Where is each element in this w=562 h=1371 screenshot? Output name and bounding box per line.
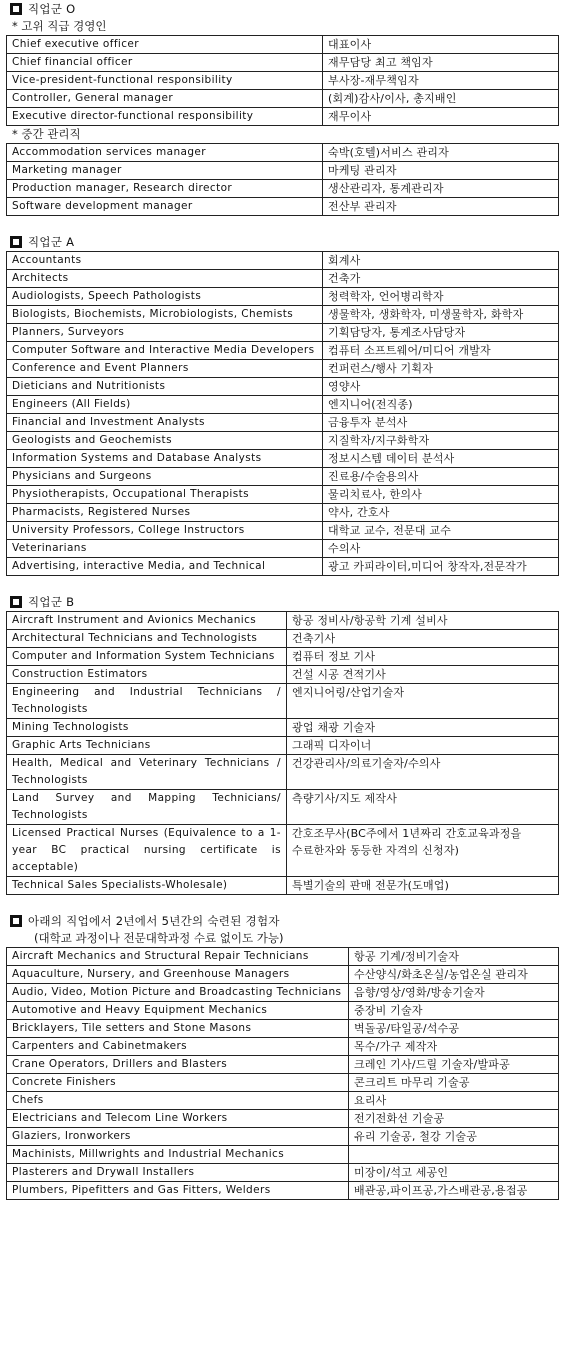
table-category-b-body: [7, 612, 559, 895]
table-row: [7, 36, 559, 54]
table-row: [7, 1146, 559, 1164]
occupation-korean: 미장이/석고 세공인: [349, 1164, 559, 1182]
table-row: [7, 198, 559, 216]
occupation-english: Executive director-functional responsibility: [7, 108, 323, 126]
table-row: [7, 396, 559, 414]
table-row: [7, 342, 559, 360]
table-row: [7, 1038, 559, 1056]
occupation-korean: 유리 기술공, 철강 기술공: [349, 1128, 559, 1146]
table-row: [7, 360, 559, 378]
table-row: [7, 737, 559, 755]
section-a: [0, 234, 562, 576]
occupation-korean: 대표이사: [323, 36, 559, 54]
occupation-korean: 정보시스템 데이터 분석사: [323, 450, 559, 468]
table-row: [7, 648, 559, 666]
table-row: [7, 378, 559, 396]
occupation-english: Licensed Practical Nurses (Equivalence to a 1-year BC practical nursing certificate is acceptable): [7, 825, 287, 877]
table-row: [7, 270, 559, 288]
occupation-english: Financial and Investment Analysts: [7, 414, 323, 432]
table-row: [7, 825, 559, 877]
occupation-english: Vice-president-functional responsibility: [7, 72, 323, 90]
occupation-korean: 건축기사: [287, 630, 559, 648]
occupation-english: Crane Operators, Drillers and Blasters: [7, 1056, 349, 1074]
table-row: [7, 414, 559, 432]
occupation-english: Physicians and Surgeons: [7, 468, 323, 486]
table-row: [7, 504, 559, 522]
table-row: [7, 540, 559, 558]
square-bullet-icon: [10, 596, 22, 608]
table-row: [7, 180, 559, 198]
table-row: [7, 522, 559, 540]
occupation-english: Land Survey and Mapping Technicians/ Technologists: [7, 790, 287, 825]
table-row: [7, 432, 559, 450]
table-row: [7, 948, 559, 966]
table-row: [7, 630, 559, 648]
occupation-english: Engineering and Industrial Technicians / Technologists: [7, 684, 287, 719]
occupation-english: Information Systems and Database Analysts: [7, 450, 323, 468]
table-row: [7, 719, 559, 737]
occupation-korean: 목수/가구 제작자: [349, 1038, 559, 1056]
section-experienced-title: 아래의 직업에서 2년에서 5년간의 숙련된 경험자: [28, 914, 280, 928]
occupation-english: Computer Software and Interactive Media Developers: [7, 342, 323, 360]
occupation-korean: 부사장-재무책임자: [323, 72, 559, 90]
occupation-korean: 기획담당자, 통계조사담당자: [323, 324, 559, 342]
table-row: [7, 162, 559, 180]
table-senior-executives-body: [7, 36, 559, 126]
section-b: [0, 594, 562, 895]
table-row: [7, 108, 559, 126]
occupation-korean: 건강관리사/의료기술자/수의사: [287, 755, 559, 790]
occupation-korean: (회계)감사/이사, 총지배인: [323, 90, 559, 108]
table-row: [7, 790, 559, 825]
occupation-korean: 생물학자, 생화학자, 미생물학자, 화학자: [323, 306, 559, 324]
occupation-korean: 진료용/수술용의사: [323, 468, 559, 486]
section-experienced-heading: [0, 913, 562, 930]
section-experienced-note: (대학교 과정이나 전문대학과정 수료 없이도 가능): [34, 931, 284, 945]
occupation-english: Advertising, interactive Media, and Technical: [7, 558, 323, 576]
section-o-title: 직업군 O: [28, 2, 76, 16]
occupation-korean: [349, 1146, 559, 1164]
table-senior-executives: [6, 35, 559, 126]
table-row: [7, 306, 559, 324]
occupation-korean: 요리사: [349, 1092, 559, 1110]
occupation-english: Aircraft Instrument and Avionics Mechanics: [7, 612, 287, 630]
occupation-korean: 벽돌공/타일공/석수공: [349, 1020, 559, 1038]
occupation-korean: 생산관리자, 통계관리자: [323, 180, 559, 198]
section-o: [0, 0, 562, 216]
occupation-english: Chief financial officer: [7, 54, 323, 72]
occupation-english: Conference and Event Planners: [7, 360, 323, 378]
table-row: [7, 666, 559, 684]
table-category-a: [6, 251, 559, 576]
occupation-english: Automotive and Heavy Equipment Mechanics: [7, 1002, 349, 1020]
occupation-korean: 재무이사: [323, 108, 559, 126]
occupation-korean: 항공 정비사/항공학 기계 설비사: [287, 612, 559, 630]
table-row: [7, 755, 559, 790]
occupation-english: Software development manager: [7, 198, 323, 216]
square-bullet-icon: [10, 3, 22, 15]
table-row: [7, 877, 559, 895]
occupation-english: Biologists, Biochemists, Microbiologists, Chemists: [7, 306, 323, 324]
section-a-title: 직업군 A: [28, 235, 75, 249]
occupation-english: Chief executive officer: [7, 36, 323, 54]
occupation-korean: 회계사: [323, 252, 559, 270]
table-row: [7, 1110, 559, 1128]
table-row: [7, 1164, 559, 1182]
occupation-korean: 크레인 기사/드릴 기술자/발파공: [349, 1056, 559, 1074]
occupation-english: Construction Estimators: [7, 666, 287, 684]
table-row: [7, 684, 559, 719]
occupation-english: Mining Technologists: [7, 719, 287, 737]
occupation-english: Architectural Technicians and Technologists: [7, 630, 287, 648]
table-row: [7, 468, 559, 486]
table-experienced-trades-body: [7, 948, 559, 1200]
occupation-english: Dieticians and Nutritionists: [7, 378, 323, 396]
occupation-korean: 마케팅 관리자: [323, 162, 559, 180]
occupation-english: Electricians and Telecom Line Workers: [7, 1110, 349, 1128]
occupation-english: Audio, Video, Motion Picture and Broadcasting Technicians: [7, 984, 349, 1002]
occupation-english: Controller, General manager: [7, 90, 323, 108]
occupation-korean: 건설 시공 견적기사: [287, 666, 559, 684]
occupation-korean: 컴퓨터 정보 기사: [287, 648, 559, 666]
occupation-korean: 숙박(호텔)서비스 관리자: [323, 144, 559, 162]
table-row: [7, 1128, 559, 1146]
square-bullet-icon: [10, 915, 22, 927]
table-row: [7, 1002, 559, 1020]
occupation-korean: 그래픽 디자이너: [287, 737, 559, 755]
section-o-heading: [0, 1, 562, 18]
occupation-english: Planners, Surveyors: [7, 324, 323, 342]
table-row: [7, 1020, 559, 1038]
occupation-english: Health, Medical and Veterinary Technicians / Technologists: [7, 755, 287, 790]
table-row: [7, 1074, 559, 1092]
occupation-english: Plumbers, Pipefitters and Gas Fitters, Welders: [7, 1182, 349, 1200]
occupation-korean: 측량기사/지도 제작사: [287, 790, 559, 825]
occupation-korean: 항공 기계/정비기술자: [349, 948, 559, 966]
section-a-heading: [0, 234, 562, 251]
table-row: [7, 1182, 559, 1200]
occupation-korean: 물리치료사, 한의사: [323, 486, 559, 504]
occupation-english: Geologists and Geochemists: [7, 432, 323, 450]
occupation-korean: 대학교 교수, 전문대 교수: [323, 522, 559, 540]
section-experienced: [0, 913, 562, 1200]
occupation-english: Graphic Arts Technicians: [7, 737, 287, 755]
occupation-english: Marketing manager: [7, 162, 323, 180]
table-row: [7, 90, 559, 108]
occupation-english: University Professors, College Instructors: [7, 522, 323, 540]
occupation-english: Glaziers, Ironworkers: [7, 1128, 349, 1146]
occupation-english: Production manager, Research director: [7, 180, 323, 198]
occupation-korean: 약사, 간호사: [323, 504, 559, 522]
occupation-korean: 금융투자 분석사: [323, 414, 559, 432]
table-row: [7, 984, 559, 1002]
table-row: [7, 1092, 559, 1110]
occupation-korean: 광업 채광 기술자: [287, 719, 559, 737]
table-row: [7, 54, 559, 72]
occupation-korean: 간호조무사(BC주에서 1년짜리 간호교육과정을 수료한자와 동등한 자격의 신청자): [287, 825, 559, 877]
occupation-english: Architects: [7, 270, 323, 288]
table-row: [7, 288, 559, 306]
occupation-english: Engineers (All Fields): [7, 396, 323, 414]
occupation-english: Technical Sales Specialists-Wholesale): [7, 877, 287, 895]
table-row: [7, 72, 559, 90]
occupation-english: Accommodation services manager: [7, 144, 323, 162]
subsection-senior-heading: * 고위 직급 경영인: [12, 19, 107, 33]
occupation-english: Bricklayers, Tile setters and Stone Masons: [7, 1020, 349, 1038]
table-row: [7, 558, 559, 576]
table-middle-managers: [6, 143, 559, 216]
occupation-english: Audiologists, Speech Pathologists: [7, 288, 323, 306]
occupation-korean: 전산부 관리자: [323, 198, 559, 216]
occupation-korean: 콘크리트 마무리 기술공: [349, 1074, 559, 1092]
occupation-korean: 전기전화선 기술공: [349, 1110, 559, 1128]
table-category-b: [6, 611, 559, 895]
occupation-korean: 컴퓨터 소프트웨어/미디어 개발자: [323, 342, 559, 360]
occupation-english: Aircraft Mechanics and Structural Repair Technicians: [7, 948, 349, 966]
occupation-korean: 엔지니어(전직종): [323, 396, 559, 414]
occupation-korean: 수의사: [323, 540, 559, 558]
square-bullet-icon: [10, 236, 22, 248]
table-row: [7, 486, 559, 504]
occupation-korean: 수산양식/화초온실/농업온실 관리자: [349, 966, 559, 984]
occupation-korean: 지질학자/지구화학자: [323, 432, 559, 450]
occupation-korean: 음향/영상/영화/방송기술자: [349, 984, 559, 1002]
table-row: [7, 144, 559, 162]
occupation-korean: 재무담당 최고 책임자: [323, 54, 559, 72]
occupation-english: Machinists, Millwrights and Industrial Mechanics: [7, 1146, 349, 1164]
occupation-korean: 컨퍼런스/행사 기획자: [323, 360, 559, 378]
section-b-heading: [0, 594, 562, 611]
occupation-english: Physiotherapists, Occupational Therapists: [7, 486, 323, 504]
occupation-english: Plasterers and Drywall Installers: [7, 1164, 349, 1182]
occupation-korean: 광고 카피라이터,미디어 창작자,전문작가: [323, 558, 559, 576]
section-b-title: 직업군 B: [28, 595, 75, 609]
table-row: [7, 966, 559, 984]
occupation-english: Veterinarians: [7, 540, 323, 558]
occupation-korean: 중장비 기술자: [349, 1002, 559, 1020]
table-row: [7, 252, 559, 270]
table-row: [7, 324, 559, 342]
occupation-english: Pharmacists, Registered Nurses: [7, 504, 323, 522]
occupation-korean: 특별기술의 판매 전문가(도매업): [287, 877, 559, 895]
table-row: [7, 450, 559, 468]
occupation-english: Aquaculture, Nursery, and Greenhouse Managers: [7, 966, 349, 984]
occupation-korean: 엔지니어링/산업기술자: [287, 684, 559, 719]
occupation-english: Carpenters and Cabinetmakers: [7, 1038, 349, 1056]
occupation-english: Chefs: [7, 1092, 349, 1110]
occupation-korean: 배관공,파이프공,가스배관공,용접공: [349, 1182, 559, 1200]
table-experienced-trades: [6, 947, 559, 1200]
occupation-english: Accountants: [7, 252, 323, 270]
occupation-korean: 건축가: [323, 270, 559, 288]
occupation-english: Computer and Information System Technicians: [7, 648, 287, 666]
occupation-korean: 청력학자, 언어병리학자: [323, 288, 559, 306]
table-category-a-body: [7, 252, 559, 576]
subsection-middle-heading: * 중간 관리직: [12, 127, 81, 141]
occupation-english: Concrete Finishers: [7, 1074, 349, 1092]
table-middle-managers-body: [7, 144, 559, 216]
occupation-korean: 영양사: [323, 378, 559, 396]
table-row: [7, 1056, 559, 1074]
table-row: [7, 612, 559, 630]
